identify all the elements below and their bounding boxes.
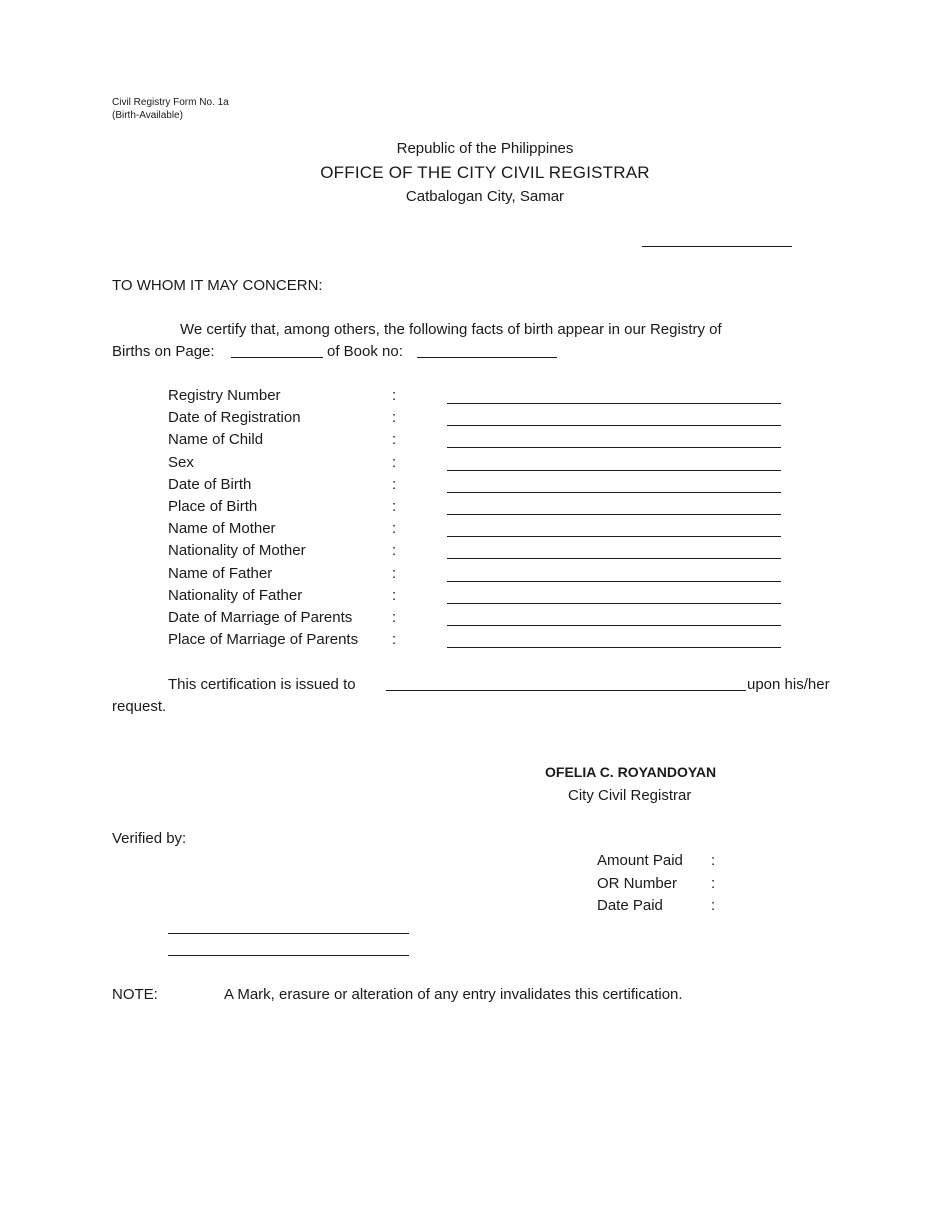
field-row: [168, 409, 788, 431]
payment-label: Amount Paid: [597, 852, 683, 869]
birth-facts-list: [168, 387, 788, 653]
field-colon: :: [392, 520, 397, 538]
field-value-line[interactable]: [447, 647, 781, 648]
field-row: [168, 520, 788, 542]
field-colon: :: [392, 631, 397, 649]
field-value-line[interactable]: [447, 425, 781, 426]
field-label: Date of Marriage of Parents: [168, 608, 353, 626]
field-label: Date of Birth: [168, 475, 252, 493]
field-row: [168, 476, 788, 498]
field-row: [168, 587, 788, 609]
field-value-line[interactable]: [447, 403, 781, 404]
payment-colon: :: [711, 875, 716, 892]
field-colon: :: [392, 564, 397, 582]
payment-label: Date Paid: [597, 897, 663, 914]
field-colon: :: [392, 431, 397, 449]
date-line[interactable]: [642, 246, 792, 247]
field-colon: :: [392, 608, 397, 626]
field-row: [168, 609, 788, 631]
field-label: Date of Registration: [168, 409, 301, 427]
signatory-title: City Civil Registrar: [568, 787, 692, 804]
request-label: request.: [112, 698, 167, 715]
field-colon: :: [392, 542, 397, 560]
field-colon: :: [392, 586, 397, 604]
header-location: Catbalogan City, Samar: [405, 188, 565, 205]
form-type: (Birth-Available): [112, 110, 183, 121]
field-label: Place of Marriage of Parents: [168, 631, 359, 649]
verifier-signature-line[interactable]: [168, 933, 409, 934]
field-row: [168, 454, 788, 476]
field-label: Registry Number: [168, 387, 281, 404]
of-book-no-label: of Book no:: [327, 343, 403, 360]
field-label: Nationality of Mother: [168, 542, 306, 560]
page-number-line[interactable]: [231, 357, 323, 358]
field-label: Name of Child: [168, 431, 264, 449]
field-colon: :: [392, 453, 397, 471]
field-row: [168, 565, 788, 587]
issued-to-label: This certification is issued to: [168, 676, 356, 693]
field-value-line[interactable]: [447, 447, 781, 448]
signatory-name: OFELIA C. ROYANDOYAN: [545, 764, 717, 780]
field-row: [168, 431, 788, 453]
verifier-title-line[interactable]: [168, 955, 409, 956]
note-label: NOTE:: [112, 986, 158, 1003]
field-colon: :: [392, 387, 397, 404]
payment-label: OR Number: [597, 875, 678, 892]
field-row: [168, 542, 788, 564]
field-row: [168, 387, 788, 409]
book-number-line[interactable]: [417, 357, 557, 358]
field-value-line[interactable]: [447, 625, 781, 626]
field-colon: :: [392, 409, 397, 427]
field-row: [168, 631, 788, 653]
salutation: TO WHOM IT MAY CONCERN:: [112, 277, 323, 294]
payment-colon: :: [711, 897, 716, 914]
issued-to-line[interactable]: [386, 690, 746, 691]
field-colon: :: [392, 475, 397, 493]
field-value-line[interactable]: [447, 536, 781, 537]
field-value-line[interactable]: [447, 492, 781, 493]
upon-request-label: upon his/her: [747, 676, 830, 693]
field-value-line[interactable]: [447, 470, 781, 471]
births-on-page-label: Births on Page:: [112, 343, 215, 360]
field-label: Nationality of Father: [168, 586, 303, 604]
payment-colon: :: [711, 852, 716, 869]
field-label: Name of Father: [168, 564, 273, 582]
note-text: A Mark, erasure or alteration of any entry invalidates this certification.: [224, 986, 683, 1003]
field-colon: :: [392, 497, 397, 515]
field-label: Name of Mother: [168, 520, 276, 538]
field-value-line[interactable]: [447, 603, 781, 604]
verified-by-label: Verified by:: [112, 830, 187, 847]
header-office: OFFICE OF THE CITY CIVIL REGISTRAR: [320, 163, 650, 182]
field-value-line[interactable]: [447, 558, 781, 559]
field-row: [168, 498, 788, 520]
certify-line-1: We certify that, among others, the following facts of birth appear in our Registry of: [180, 321, 722, 338]
form-number: Civil Registry Form No. 1a: [112, 97, 229, 108]
field-value-line[interactable]: [447, 514, 781, 515]
header-country: Republic of the Philippines: [396, 140, 574, 157]
field-value-line[interactable]: [447, 581, 781, 582]
field-label: Place of Birth: [168, 497, 258, 515]
field-label: Sex: [168, 453, 194, 471]
